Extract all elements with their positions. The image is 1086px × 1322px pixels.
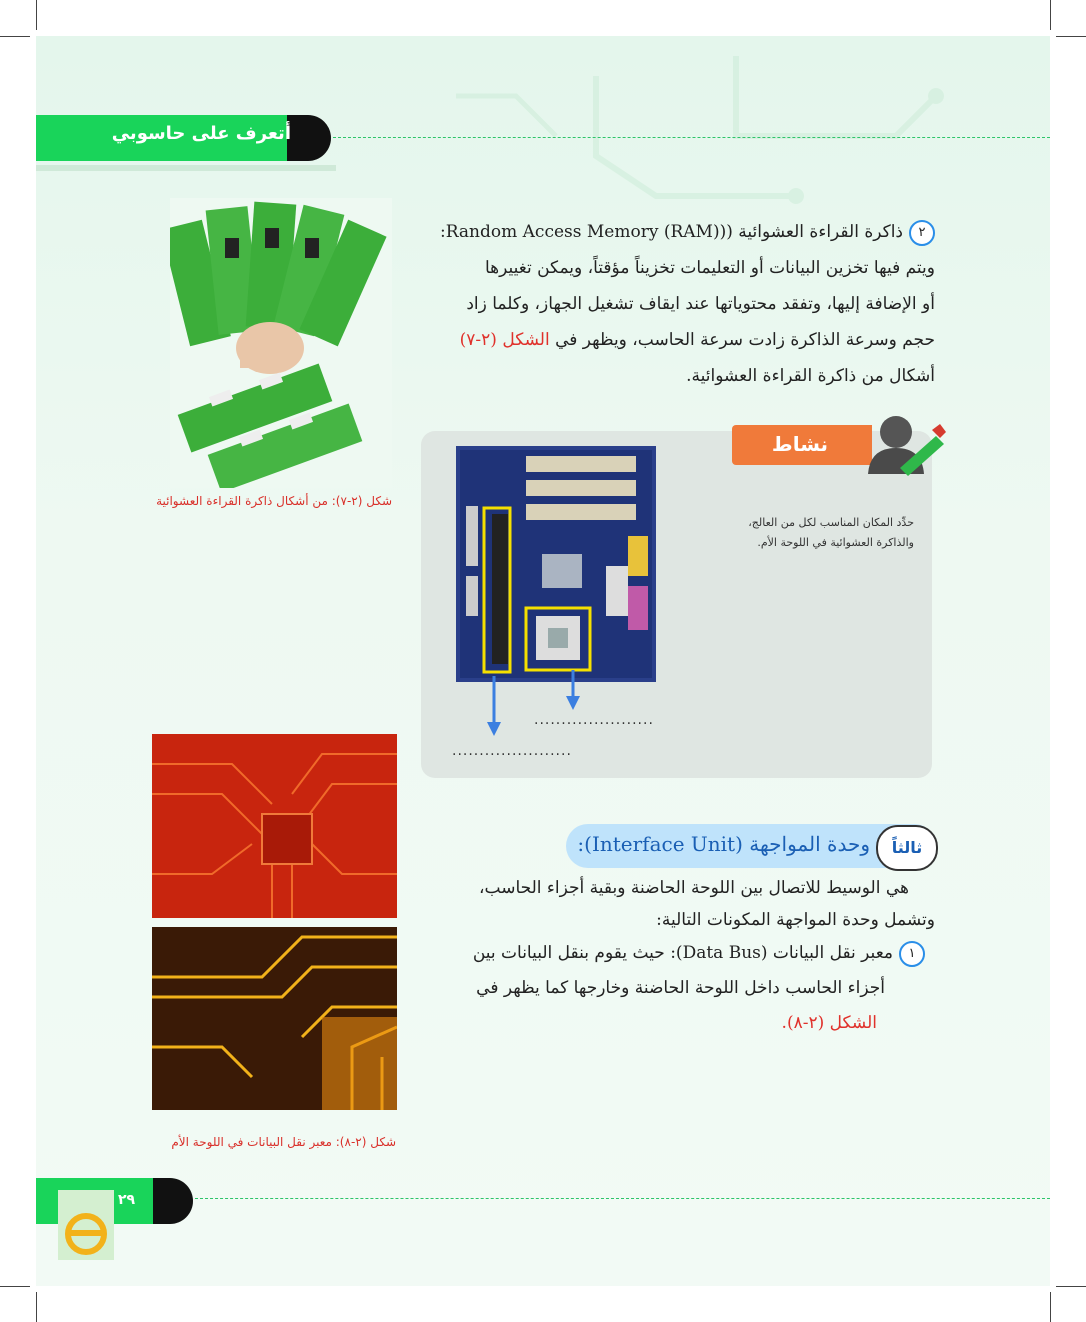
interface-heading-title: وحدة المواجهة (Interface Unit): [577,832,870,856]
ram-heading-text: ذاكرة القراءة العشوائية ((Random Access Memory (RAM): [440,222,903,242]
ram-line-2: ويتم فيها تخزين البيانات أو التعليمات تخزيناً مؤقتاً، ويمكن تغييرها [485,258,935,278]
cpu-answer-blank[interactable]: ...................... [534,712,654,728]
interface-line-2: وتشمل وحدة المواجهة المكونات التالية: [656,910,935,930]
crop-mark [0,36,30,37]
logo-mark-icon [58,1190,114,1260]
ram-item-number: ٢ [909,220,935,246]
red-circuit-image [152,734,397,918]
activity-instructions [674,513,914,553]
chapter-title: أتعرف على حاسوبي [111,123,291,144]
motherboard-image [456,446,656,682]
crop-mark [1050,0,1051,30]
activity-label: نشاط [771,432,829,456]
crop-mark [36,1292,37,1322]
data-bus-paragraph [400,936,925,1041]
data-bus-line-1 [400,936,925,971]
crop-mark [1050,1292,1051,1322]
data-bus-figure-ref: الشكل (٢-٨). [781,1013,877,1033]
activity-text-line-2: والذاكرة العشوائية في اللوحة الأم. [757,536,914,549]
footer-black-cap [153,1178,193,1224]
data-bus-line-3 [400,1006,925,1041]
ram-line-3: أو الإضافة إليها، وتفقد محتوياتها عند ايقاف تشغيل الجهاز، وكلما زاد [466,294,935,314]
data-bus-line-1-text: معبر نقل البيانات (Data Bus): حيث يقوم بنقل البيانات بين [472,943,893,963]
header-shadow-line [36,165,336,171]
data-bus-line-2: أجزاء الحاسب داخل اللوحة الحاضنة وخارجها كما يظهر في [476,978,885,998]
crop-mark [0,1286,30,1287]
ram-figure-ref: الشكل (٢-٧) [459,330,550,350]
ram-answer-blank[interactable]: ...................... [452,743,572,759]
ram-figure-caption: شكل (٢-٧): من أشكال ذاكرة القراءة العشوائية [156,494,392,508]
chapter-header-tab [36,115,331,161]
publisher-logo [58,1190,114,1260]
cpu-pointer-arrow [565,670,581,710]
ram-line-1 [400,214,935,250]
page-number: ٢٩ [118,1192,136,1208]
ram-line-5: أشكال من ذاكرة القراءة العشوائية. [686,366,935,386]
crop-mark [36,0,37,30]
footer-divider [195,1198,1050,1199]
user-pencil-icon [862,410,946,476]
ram-line-4-text: حجم وسرعة الذاكرة زادت سرعة الحاسب، ويظهر في [555,330,935,350]
crop-mark [1056,1286,1086,1287]
gold-circuit-image [152,927,397,1110]
data-bus-item-number: ١ [899,941,925,967]
interface-paragraph [400,872,935,936]
header-black-cap [287,115,331,161]
activity-text-line-1: حدِّد المكان المناسب لكل من العالج، [748,516,914,529]
interface-section-badge: ثالثاً [876,825,938,871]
bus-figure-caption: شكل (٢-٨): معبر نقل البيانات في اللوحة الأم [171,1135,396,1149]
ram-paragraph [400,214,935,394]
header-divider [333,137,1050,138]
ram-line-4 [400,322,935,358]
interface-line-1: هي الوسيط للاتصال بين اللوحة الحاضنة وبقية أجزاء الحاسب، [479,878,909,898]
ram-modules-image [170,198,392,488]
crop-mark [1056,36,1086,37]
ram-pointer-arrow [486,676,502,736]
